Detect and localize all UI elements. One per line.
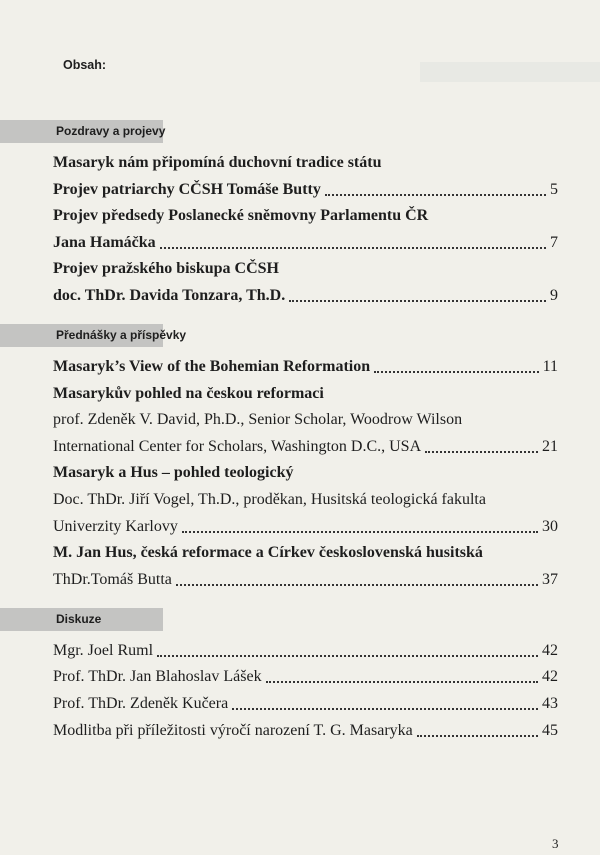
- section-header: Pozdravy a projevy: [0, 120, 163, 143]
- table-of-contents: [0, 120, 600, 759]
- toc-entry: [53, 356, 558, 378]
- toc-entry-title: Prof. ThDr. Jan Blahoslav Lášek: [53, 668, 262, 686]
- toc-entry-page: 7: [550, 233, 558, 251]
- toc-entry-title: International Center for Scholars, Washington D.C., USA: [53, 437, 422, 455]
- toc-section: [0, 120, 600, 307]
- toc-entry-title: doc. ThDr. Davida Tonzara, Th.D.: [53, 286, 286, 304]
- toc-entry: [53, 436, 558, 458]
- toc-entry: [53, 542, 558, 564]
- toc-entry-page: 43: [542, 694, 558, 712]
- dot-leader: [176, 584, 538, 586]
- toc-entry-title: Projev patriarchy CČSH Tomáše Butty: [53, 180, 321, 198]
- toc-entry-title: Modlitba při příležitosti výročí narození T. G. Masaryka: [53, 721, 413, 739]
- toc-entry: [53, 720, 558, 742]
- toc-entry: [53, 462, 558, 484]
- section-header: Diskuze: [0, 608, 163, 631]
- toc-entry: [53, 666, 558, 688]
- toc-section: [0, 324, 600, 591]
- toc-entry: [53, 409, 558, 431]
- toc-entry-page: 30: [542, 517, 558, 535]
- toc-entry: [53, 179, 558, 201]
- toc-entry-page: 42: [542, 641, 558, 659]
- toc-entry-title: prof. Zdeněk V. David, Ph.D., Senior Scholar, Woodrow Wilson: [53, 411, 463, 429]
- toc-entry-title: Prof. ThDr. Zdeněk Kučera: [53, 694, 229, 712]
- dot-leader: [374, 371, 538, 373]
- toc-entry-title: Masaryk’s View of the Bohemian Reformation: [53, 357, 371, 375]
- toc-section: [0, 608, 600, 742]
- toc-entry: [53, 489, 558, 511]
- bleed-through-tab: [420, 62, 600, 82]
- page-number: 3: [552, 836, 559, 851]
- dot-leader: [182, 531, 538, 533]
- dot-leader: [266, 681, 538, 683]
- toc-entry-title: ThDr.Tomáš Butta: [53, 570, 172, 588]
- toc-entry-title: Mgr. Joel Ruml: [53, 641, 154, 659]
- toc-entry: [53, 693, 558, 715]
- toc-entry: [53, 516, 558, 538]
- dot-leader: [232, 708, 538, 710]
- toc-entry-title: Jana Hamáčka: [53, 233, 156, 251]
- toc-entry: [53, 258, 558, 280]
- dot-leader: [417, 735, 538, 737]
- toc-entry-title: Univerzity Karlovy: [53, 517, 178, 535]
- toc-entry-title: Projev předsedy Poslanecké sněmovny Parlamentu ČR: [53, 207, 429, 225]
- dot-leader: [160, 247, 546, 249]
- toc-entry-title: M. Jan Hus, česká reformace a Církev československá husitská: [53, 544, 483, 562]
- dot-leader: [289, 300, 546, 302]
- toc-entry: [53, 205, 558, 227]
- toc-entry-title: Masaryk a Hus – pohled teologický: [53, 464, 294, 482]
- toc-entry-page: 37: [542, 570, 558, 588]
- toc-entry-page: 42: [542, 668, 558, 686]
- dot-leader: [157, 655, 538, 657]
- toc-entry-page: 5: [550, 180, 558, 198]
- toc-entry: [53, 285, 558, 307]
- toc-entry-title: Doc. ThDr. Jiří Vogel, Th.D., proděkan, Husitská teologická fakulta: [53, 490, 486, 508]
- toc-entry: [53, 640, 558, 662]
- dot-leader: [325, 194, 546, 196]
- toc-entry-title: Projev pražského biskupa CČSH: [53, 260, 279, 278]
- toc-entry-title: Masarykův pohled na českou reformaci: [53, 384, 324, 402]
- toc-entry: [53, 152, 558, 174]
- toc-entry-page: 9: [550, 286, 558, 304]
- toc-entry-page: 21: [542, 437, 558, 455]
- toc-entry-page: 11: [542, 357, 558, 375]
- section-header: Přednášky a příspěvky: [0, 324, 163, 347]
- toc-entry-page: 45: [542, 721, 558, 739]
- toc-entry: [53, 232, 558, 254]
- toc-entry-title: Masaryk nám připomíná duchovní tradice státu: [53, 154, 382, 171]
- toc-entry: [53, 383, 558, 405]
- toc-heading: Obsah:: [63, 58, 107, 72]
- toc-entry: [53, 569, 558, 591]
- dot-leader: [425, 451, 538, 453]
